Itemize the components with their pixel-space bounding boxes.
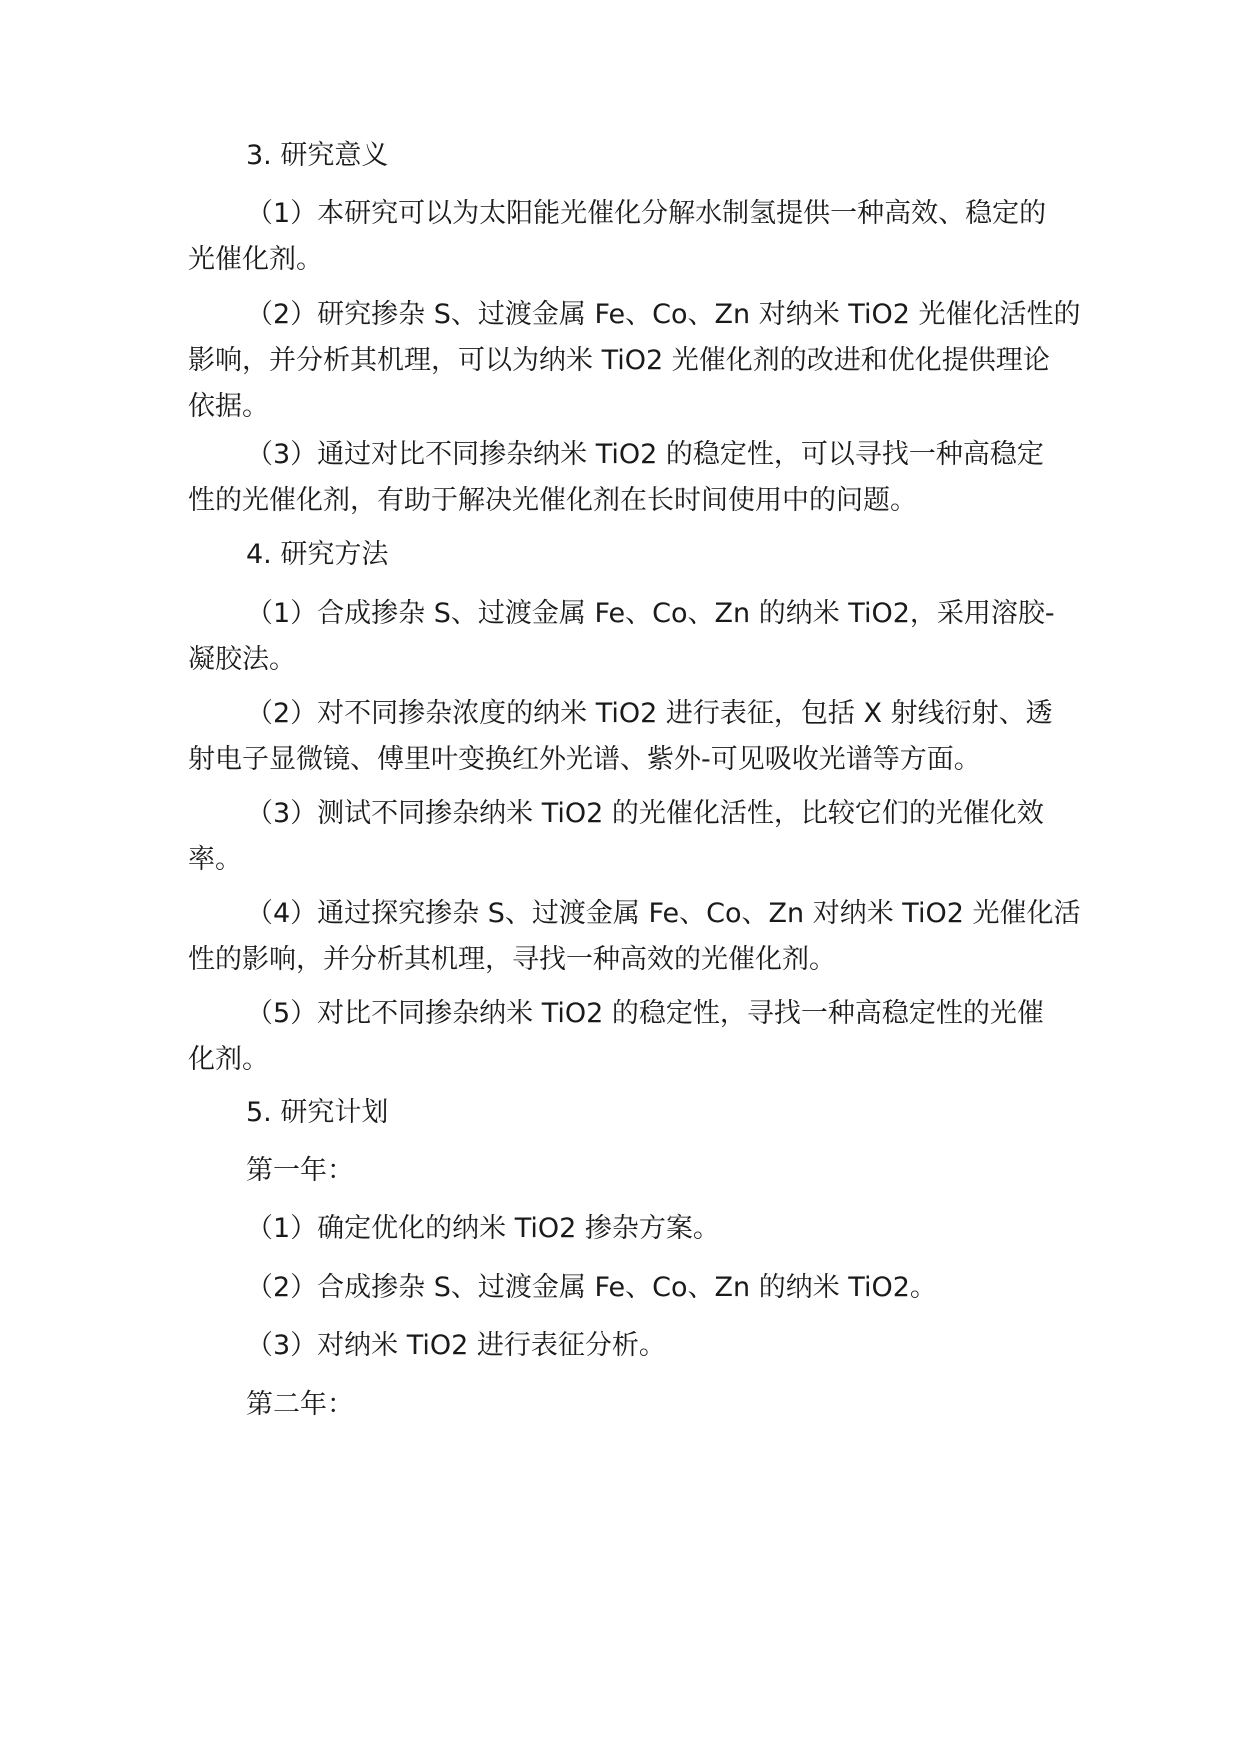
text-line: 性的光催化剂，有助于解决光催化剂在长时间使用中的问题。	[188, 485, 917, 516]
section-5-heading	[188, 1090, 1058, 1136]
document-page	[188, 0, 1081, 1754]
text-line: 率。	[188, 844, 242, 875]
section-3-item-1	[188, 191, 1058, 283]
text-line: （5）对比不同掺杂纳米 TiO2 的稳定性，寻找一种高稳定性的光催	[246, 998, 1044, 1029]
year-1-item-2	[188, 1265, 1058, 1311]
text-line: （1）合成掺杂 S、过渡金属 Fe、Co、Zn 的纳米 TiO2，采用溶胶-	[246, 598, 1055, 629]
text-line: 5. 研究计划	[246, 1097, 389, 1128]
year-1-heading	[188, 1148, 1058, 1194]
section-4-item-5	[188, 991, 1058, 1083]
section-3-item-2	[188, 292, 1081, 430]
year-1-item-3	[188, 1323, 1058, 1369]
text-line: 4. 研究方法	[246, 539, 389, 570]
text-line: （3）对纳米 TiO2 进行表征分析。	[246, 1330, 666, 1361]
text-line: 第一年：	[246, 1155, 354, 1186]
section-4-item-2	[188, 691, 1058, 783]
section-3-item-3	[188, 432, 1058, 524]
section-4-item-1	[188, 591, 1058, 683]
text-line: （3）通过对比不同掺杂纳米 TiO2 的稳定性，可以寻找一种高稳定	[246, 439, 1044, 470]
text-line: （3）测试不同掺杂纳米 TiO2 的光催化活性，比较它们的光催化效	[246, 798, 1044, 829]
text-line: （4）通过探究掺杂 S、过渡金属 Fe、Co、Zn 对纳米 TiO2 光催化活	[246, 898, 1081, 929]
text-line: 化剂。	[188, 1044, 269, 1075]
text-line: 依据。	[188, 391, 269, 422]
text-line: 3. 研究意义	[246, 140, 389, 171]
text-line: 凝胶法。	[188, 644, 296, 675]
text-line: 第二年：	[246, 1389, 354, 1420]
text-line: 光催化剂。	[188, 244, 323, 275]
section-4-item-3	[188, 791, 1058, 883]
section-4-item-4	[188, 891, 1081, 983]
text-line: 射电子显微镜、傅里叶变换红外光谱、紫外-可见吸收光谱等方面。	[188, 744, 981, 775]
section-3-heading	[188, 133, 1058, 179]
text-line: 影响，并分析其机理，可以为纳米 TiO2 光催化剂的改进和优化提供理论	[188, 345, 1050, 376]
text-line: （2）合成掺杂 S、过渡金属 Fe、Co、Zn 的纳米 TiO2。	[246, 1272, 937, 1303]
text-line: （2）对不同掺杂浓度的纳米 TiO2 进行表征，包括 X 射线衍射、透	[246, 698, 1053, 729]
text-line: （2）研究掺杂 S、过渡金属 Fe、Co、Zn 对纳米 TiO2 光催化活性的	[246, 299, 1081, 330]
section-4-heading	[188, 532, 1058, 578]
text-line: （1）确定优化的纳米 TiO2 掺杂方案。	[246, 1213, 720, 1244]
text-line: 性的影响，并分析其机理，寻找一种高效的光催化剂。	[188, 944, 836, 975]
year-1-item-1	[188, 1206, 1058, 1252]
year-2-heading	[188, 1382, 1058, 1428]
text-line: （1）本研究可以为太阳能光催化分解水制氢提供一种高效、稳定的	[246, 198, 1047, 229]
